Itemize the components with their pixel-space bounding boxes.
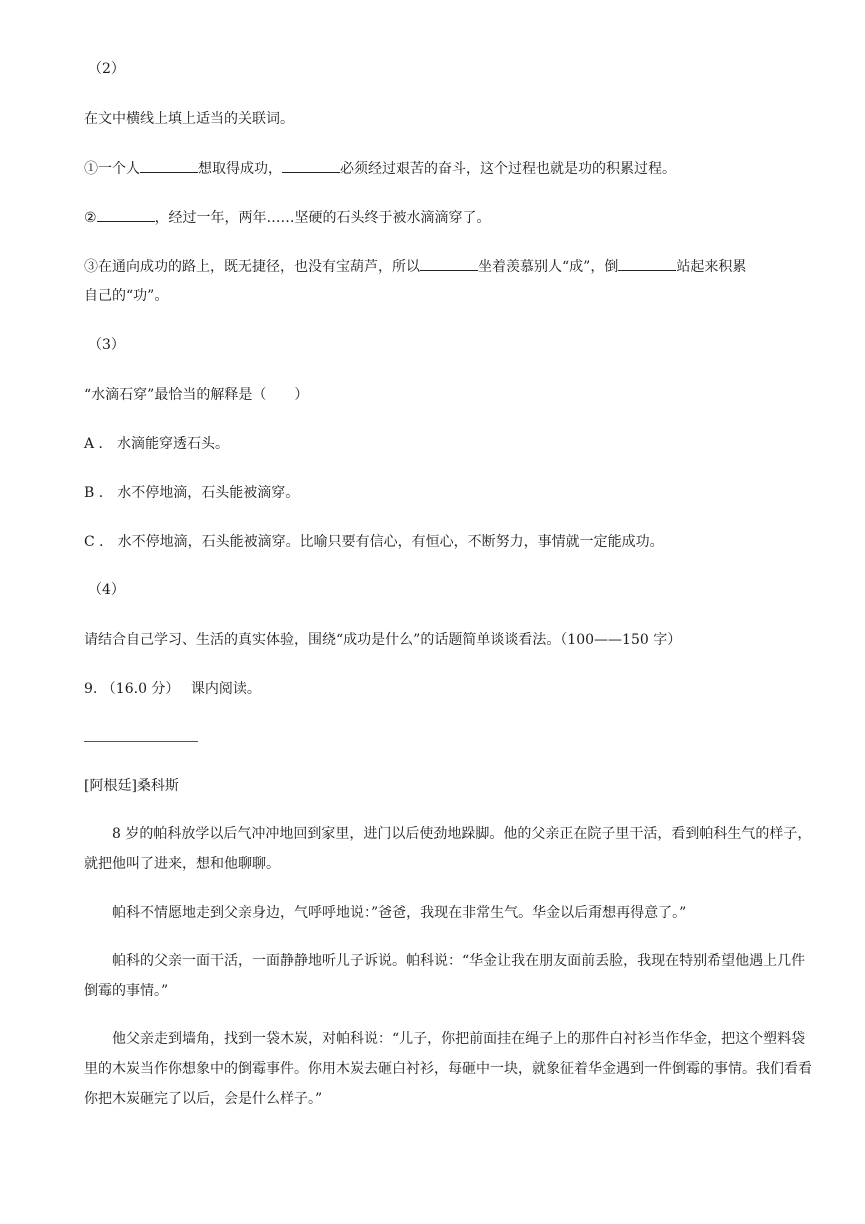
fill-blank (282, 160, 340, 173)
q2-item-2 (84, 209, 491, 226)
q3-label: （3） (88, 337, 125, 353)
q9-header: 9. （16.0 分） 课内阅读。 (84, 681, 261, 697)
title-blank-line (84, 741, 198, 742)
passage-author: [阿根廷]桑科斯 (84, 778, 179, 794)
q2-label: （2） (88, 61, 125, 77)
q2-item-3-part-c: 站起来积累 (676, 259, 747, 275)
fill-blank (618, 258, 676, 271)
q2-item-3-continued: 自己的“功”。 (84, 288, 169, 304)
q3-option-c: C ． 水不停地滴，石头能被滴穿。比喻只要有信心，有恒心，不断努力，事情就一定能成功。 (84, 534, 664, 550)
q3-prompt: “水滴石穿”最恰当的解释是（ ） (84, 387, 309, 403)
q2-item-1-part-b: 想取得成功， (198, 161, 282, 177)
q2-item-1-part-a: ①一个人 (84, 161, 140, 177)
q3-option-b: B ． 水不停地滴，石头能被滴穿。 (84, 485, 300, 501)
passage-paragraph-2: 帕科不情愿地走到父亲身边，气呼呼地说：”爸爸，我现在非常生气。华金以后甭想再得意了。” (112, 905, 687, 921)
fill-blank (97, 209, 155, 222)
q2-item-3-part-b: 坐着羡慕别人“成”，倒 (478, 259, 619, 275)
q3-option-a: A ． 水滴能穿透石头。 (84, 436, 230, 452)
q2-item-3 (84, 258, 746, 275)
q4-label: （4） (88, 582, 125, 598)
q2-prompt: 在文中横线上填上适当的关联词。 (84, 111, 294, 127)
passage-paragraph-3: 帕科的父亲一面干活，一面静静地听儿子诉说。帕科说：“华金让我在朋友面前丢脸，我现在特别希望他遇上几件倒霉的事情。” (84, 953, 806, 999)
passage-paragraph-1: 8 岁的帕科放学以后气冲冲地回到家里，进门以后使劲地跺脚。他的父亲正在院子里干活，看到帕科生气的样子，就把他叫了进来，想和他聊聊。 (84, 826, 812, 872)
q2-item-2-part-b: ，经过一年，两年……坚硬的石头终于被水滴滴穿了。 (154, 210, 491, 226)
q2-item-2-part-a: ② (84, 210, 97, 226)
fill-blank (140, 160, 198, 173)
fill-blank (420, 258, 478, 271)
q2-item-3-part-a: ③在通向成功的路上，既无捷径，也没有宝葫芦，所以 (84, 259, 420, 275)
q4-prompt: 请结合自己学习、生活的真实体验，围绕“成功是什么”的话题简单谈谈看法。（100——150 字） (84, 632, 682, 648)
passage-paragraph-4: 他父亲走到墙角，找到一袋木炭，对帕科说：“儿子，你把前面挂在绳子上的那件白衬衫当作华金，把这个塑料袋里的木炭当作你想象中的倒霉事件。你用木炭去砸白衬衫，每砸中一块，就象征着华金遇到一件倒霉的事情。我们看看你把木炭砸完了以后，会是什么样子。” (84, 1031, 812, 1107)
q2-item-1 (84, 160, 676, 177)
q2-item-1-part-c: 必须经过艰苦的奋斗，这个过程也就是功的积累过程。 (340, 161, 676, 177)
